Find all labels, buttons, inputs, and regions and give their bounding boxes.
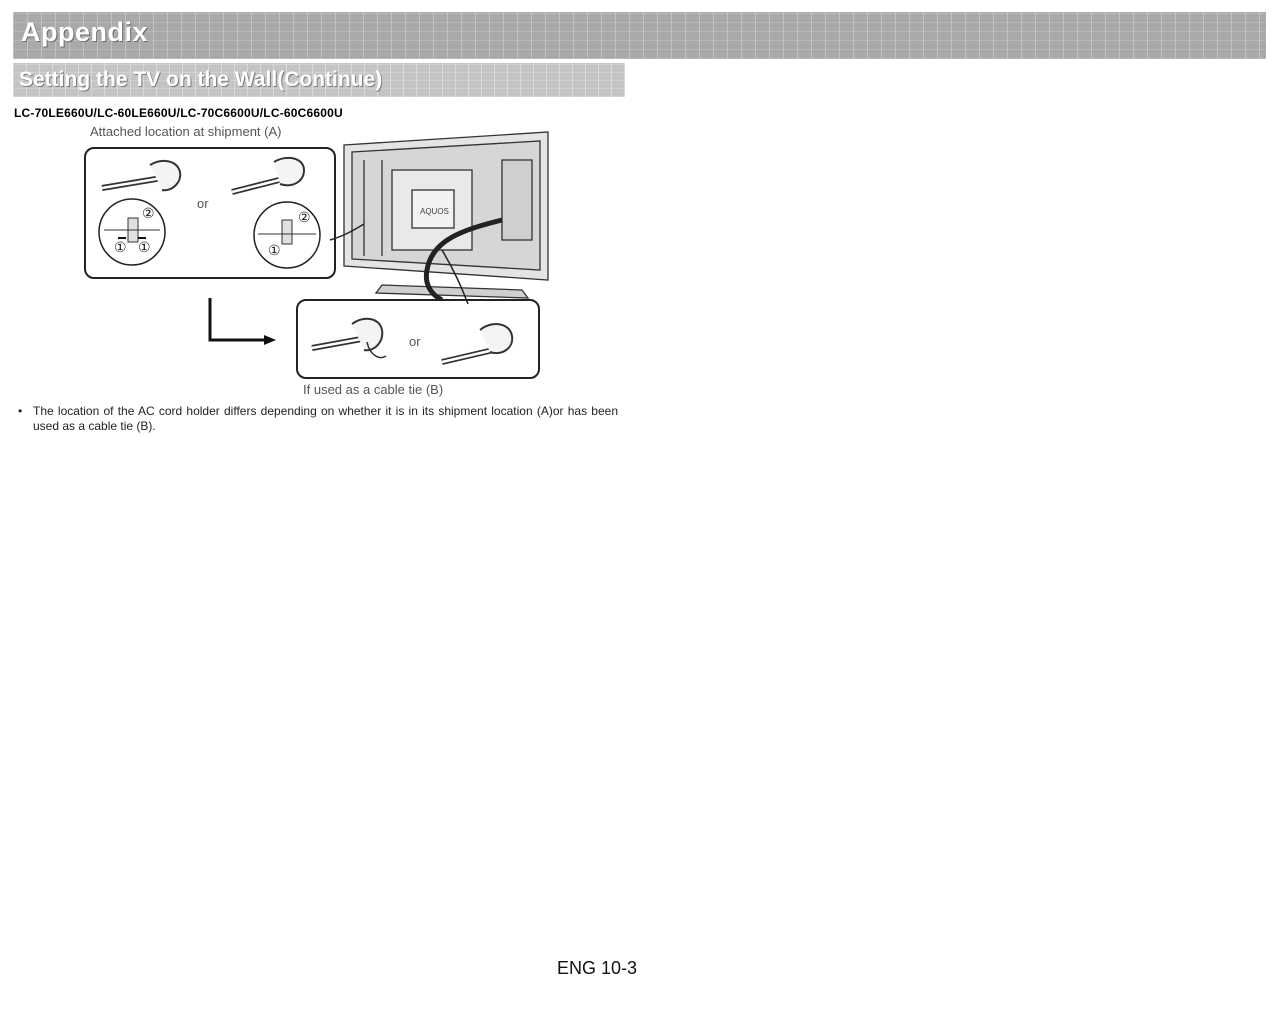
step-2-marker: ② — [298, 209, 311, 225]
page-title: Appendix — [21, 17, 149, 47]
page-number: ENG 10-3 — [557, 958, 638, 978]
cord-holder-illustration — [82, 120, 552, 400]
step-1-marker: ① — [268, 242, 281, 258]
step-1-marker: ① — [114, 239, 127, 255]
caption-cable-tie: If used as a cable tie (B) — [303, 382, 444, 397]
model-numbers: LC-70LE660U/LC-60LE660U/LC-70C6600U/LC-60C6600U — [14, 106, 343, 120]
or-label: or — [197, 196, 209, 211]
note-paragraph — [18, 404, 618, 434]
note-text: The location of the AC cord holder differs depending on whether it is in its shipment location (A)or has been used as a cable tie (B). — [33, 404, 618, 433]
or-label: or — [409, 334, 421, 349]
section-banner — [13, 63, 625, 97]
step-2-marker: ② — [142, 205, 155, 221]
section-title: Setting the TV on the Wall(Continue) — [19, 68, 383, 91]
bullet: • — [18, 404, 23, 418]
step-1-marker: ① — [138, 239, 151, 255]
tv-brand-label: AQUOS — [420, 207, 449, 216]
appendix-banner — [13, 12, 1266, 59]
caption-shipment-location: Attached location at shipment (A) — [90, 124, 282, 139]
